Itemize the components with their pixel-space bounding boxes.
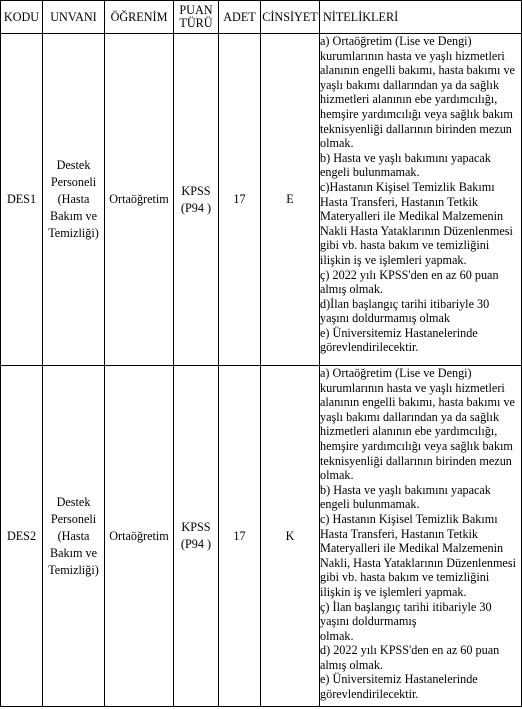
- header-puan-turu-line1: PUAN: [179, 3, 213, 17]
- header-cinsiyet: CİNSİYET: [261, 1, 320, 34]
- cell-unvani: [43, 34, 105, 366]
- text-line: gibi vb. hasta bakım ve temizliğini: [320, 238, 490, 253]
- text-line: (P94 ): [180, 200, 212, 215]
- text-line: (P94 ): [180, 537, 212, 551]
- text-line: almış olmak.: [320, 282, 383, 297]
- text-line: Bakım ve: [49, 545, 98, 560]
- header-ogrenim: ÖĞRENİM: [105, 1, 174, 34]
- text-line: kurumlarının hasta ve yaşlı hizmetleri: [320, 380, 505, 395]
- text-line: engeli bulunmamak.: [320, 165, 420, 180]
- text-line: görevlendirilecektir.: [320, 687, 419, 702]
- cell-kodu: DES2: [1, 366, 43, 707]
- text-line: Temizliği): [48, 226, 99, 240]
- text-line: Nakli Hasta Yataklarının Düzenlenmesi: [320, 223, 513, 238]
- text-line: Nakli, Hasta Yataklarının Düzenlenmesi: [320, 555, 516, 570]
- text-line: (Hasta: [57, 192, 90, 206]
- text-line: c)Hastanın Kişisel Temizlik Bakımı: [320, 179, 495, 194]
- text-line: hemşire yardımcılığı veya sağlık bakım: [320, 106, 513, 121]
- table-row: [1, 34, 522, 366]
- text-line: e) Üniversitemiz Hastanelerinde: [320, 325, 478, 340]
- text-line: engeli bulunmamak.: [320, 497, 420, 512]
- text-line: hizmetleri alanının ebe yardımcılığı,: [320, 92, 498, 107]
- text-line: d) 2022 yılı KPSS'den en az 60 puan: [320, 643, 500, 658]
- cell-adet: 17: [219, 34, 261, 366]
- text-line: kurumlarının hasta ve yaşlı hizmetleri: [320, 48, 505, 63]
- text-line: Bakım ve: [49, 209, 98, 223]
- text-line: Hasta Transferi, Hastanın Tetkik: [320, 526, 479, 541]
- text-line: yaşını doldurmamış olmak: [320, 311, 450, 326]
- text-line: teknisyenliği dallarının birinden mezun: [320, 453, 512, 468]
- text-line: KPSS: [181, 183, 211, 198]
- cell-puan-turu: [174, 366, 219, 707]
- text-line: Personeli: [50, 175, 97, 189]
- header-puan-turu: [174, 1, 219, 34]
- text-line: b) Hasta ve yaşlı bakımını yapacak: [320, 150, 491, 165]
- header-puan-turu-line2: TÜRÜ: [179, 16, 213, 30]
- cell-puan-turu: [174, 34, 219, 366]
- text-line: Materyalleri ile Medikal Malzemenin: [320, 541, 504, 556]
- text-line: a) Ortaöğretim (Lise ve Dengi): [320, 366, 472, 380]
- text-line: a) Ortaöğretim (Lise ve Dengi): [320, 34, 472, 48]
- cell-ogrenim: Ortaöğretim: [105, 366, 174, 707]
- text-line: Destek: [56, 158, 91, 172]
- text-line: c) Hastanın Kişisel Temizlik Bakımı: [320, 511, 498, 526]
- text-line: e) Üniversitemiz Hastanelerinde: [320, 672, 478, 687]
- text-line: KPSS: [181, 520, 211, 534]
- text-line: yaşlı bakımı dallarından ya da sağlık: [320, 77, 500, 92]
- cell-cinsiyet: E: [261, 34, 320, 366]
- text-line: Temizliği): [48, 562, 99, 577]
- text-line: Destek: [56, 494, 91, 509]
- text-line: yaşını doldurmamış: [320, 614, 417, 629]
- text-line: (Hasta: [57, 528, 90, 543]
- text-line: alanının engelli bakımı, hasta bakımı ve: [320, 395, 515, 410]
- cell-nitelikleri: [320, 34, 522, 366]
- text-line: görevlendirilecektir.: [320, 340, 419, 355]
- header-adet: ADET: [219, 1, 261, 34]
- cell-ogrenim: Ortaöğretim: [105, 34, 174, 366]
- text-line: almış olmak.: [320, 657, 383, 672]
- cell-adet: 17: [219, 366, 261, 707]
- text-line: alanının engelli bakımı, hasta bakımı ve: [320, 63, 515, 78]
- cell-cinsiyet: K: [261, 366, 320, 707]
- text-line: hemşire yardımcılığı veya sağlık bakım: [320, 438, 513, 453]
- text-line: b) Hasta ve yaşlı bakımını yapacak: [320, 482, 491, 497]
- cell-kodu: DES1: [1, 34, 43, 366]
- header-nitelikleri: NİTELİKLERİ: [320, 1, 522, 34]
- cell-nitelikleri: [320, 366, 522, 707]
- text-line: d)İlan başlangıç tarihi itibariyle 30: [320, 296, 490, 311]
- text-line: ilişkin iş ve işlemleri yapmak.: [320, 584, 467, 599]
- text-line: olmak.: [320, 136, 354, 151]
- text-line: olmak.: [320, 628, 354, 643]
- text-line: Materyalleri ile Medikal Malzemenin: [320, 209, 504, 224]
- text-line: olmak.: [320, 468, 354, 483]
- text-line: ç) 2022 yılı KPSS'den en az 60 puan: [320, 267, 499, 282]
- text-line: gibi vb. hasta bakım ve temizliğini: [320, 570, 490, 585]
- header-row: [1, 1, 522, 34]
- text-line: Hasta Transferi, Hastanın Tetkik: [320, 194, 479, 209]
- text-line: Personeli: [50, 511, 97, 526]
- header-unvani: UNVANI: [43, 1, 105, 34]
- text-line: ç) İlan başlangıç tarihi itibariyle 30: [320, 599, 492, 614]
- text-line: yaşlı bakımı dallarından ya da sağlık: [320, 409, 500, 424]
- cell-unvani: [43, 366, 105, 707]
- text-line: hizmetleri alanının ebe yardımcılığı,: [320, 424, 498, 439]
- text-line: ilişkin iş ve işlemleri yapmak.: [320, 252, 467, 267]
- text-line: teknisyenliği dallarının birinden mezun: [320, 121, 512, 136]
- header-kodu: KODU: [1, 1, 43, 34]
- table-row: [1, 366, 522, 707]
